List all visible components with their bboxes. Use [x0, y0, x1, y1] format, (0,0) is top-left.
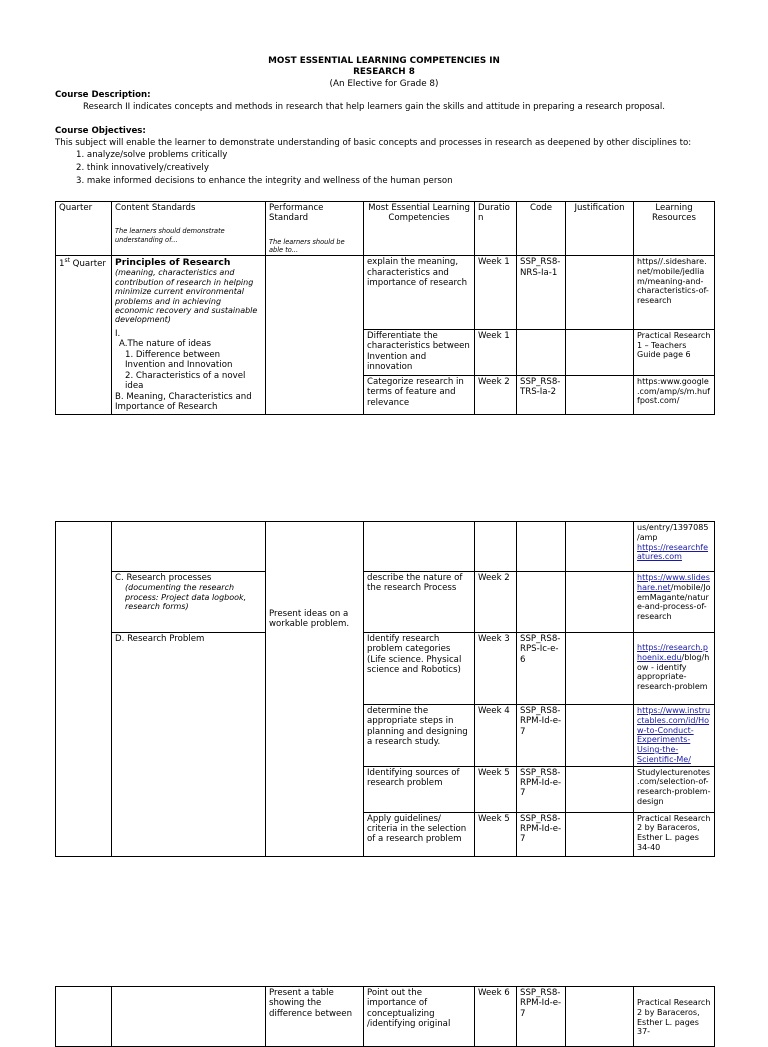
quarter-cell	[56, 256, 112, 415]
table-row	[56, 522, 715, 572]
content-c-description: (documenting the research process: Project data logbook, research forms)	[125, 583, 247, 612]
header-performance-standard	[266, 202, 364, 256]
header-code: Code	[517, 202, 566, 256]
performance-standard-cell: Present a table showing the difference between	[266, 987, 364, 1047]
resource-text: Practical Research 2 by Baraceros, Esther L. pages 37-	[637, 998, 711, 1037]
header-performance-note: The learners should be able to...	[269, 237, 345, 254]
justification-cell	[566, 633, 634, 705]
objective-item: 3. make informed decisions to enhance the integrity and wellness of the human person	[76, 176, 453, 186]
quarter-label: Quarter	[69, 258, 106, 269]
header-content-label: Content Standards	[115, 203, 196, 213]
duration-cell: Week 5	[475, 766, 517, 812]
course-description-heading: Course Description:	[55, 90, 151, 100]
content-line: A.The nature of ideas	[119, 339, 211, 350]
competency-cell: Identify research problem categories (Life science. Physical science and Robotics)	[364, 633, 475, 705]
competency-cell: Differentiate the characteristics between Invention and innovation	[364, 329, 475, 375]
resource-link[interactable]: https://researchfeatures.com	[637, 542, 709, 562]
performance-standard-cell	[266, 522, 364, 857]
code-cell: SSP_RS8-TRS-Ia-2	[517, 375, 566, 414]
quarter-cell	[56, 522, 112, 857]
competency-cell: Apply guidelines/ criteria in the selection of a research problem	[364, 812, 475, 856]
competency-cell: explain the meaning, characteristics and importance of research	[364, 256, 475, 330]
course-description-text: Research II indicates concepts and methods in research that help learners gain the skills and attitude in preparing a research proposal.	[83, 102, 666, 112]
header-content-standards	[112, 202, 266, 256]
performance-standard-text: Present ideas on a workable problem.	[269, 609, 350, 630]
code-cell	[517, 522, 566, 572]
table-row	[56, 572, 715, 633]
header-justification: Justification	[566, 202, 634, 256]
code-cell: SSP_RS8-RPM-Id-e-7	[517, 987, 566, 1047]
duration-cell: Week 6	[475, 987, 517, 1047]
justification-cell	[566, 705, 634, 767]
duration-cell: Week 3	[475, 633, 517, 705]
competencies-table-2	[55, 521, 715, 857]
resource-cell: Practical Research 1 – Teachers Guide page 6	[634, 329, 715, 375]
justification-cell	[566, 987, 634, 1047]
table-row	[56, 633, 715, 705]
justification-cell	[566, 572, 634, 633]
content-line: 2. Characteristics of a novel idea	[125, 370, 246, 392]
resource-cell	[634, 522, 715, 572]
duration-cell: Week 2	[475, 375, 517, 414]
justification-cell	[566, 522, 634, 572]
justification-cell	[566, 375, 634, 414]
code-cell: SSP_RS8-RPM-Id-e-7	[517, 766, 566, 812]
code-cell: SSP_RS8-NRS-Ia-1	[517, 256, 566, 330]
resource-cell	[634, 987, 715, 1047]
resource-cell: https//.sideshare.net/mobile/jedliam/meaning-and-characteristics-of-research	[634, 256, 715, 330]
duration-cell: Week 4	[475, 705, 517, 767]
header-learning-resources: Learning Resources	[634, 202, 715, 256]
doc-title-line1: MOST ESSENTIAL LEARNING COMPETENCIES IN	[268, 56, 500, 66]
competency-cell: Identifying sources of research problem	[364, 766, 475, 812]
quarter-number: 1	[59, 258, 65, 269]
duration-cell: Week 1	[475, 329, 517, 375]
doc-title-line2: RESEARCH 8	[353, 67, 415, 77]
resource-text: /mobile/JoemMagante/nature-and-process-of-research	[637, 582, 711, 621]
content-standard-cell	[112, 633, 266, 857]
content-title: Principles of Research	[115, 257, 231, 269]
resource-cell	[634, 633, 715, 705]
quarter-suffix: st	[64, 257, 70, 265]
resource-cell	[634, 572, 715, 633]
content-description: (meaning, characteristics and contribution of research in helping minimize current environmental problems and in achieving economic recovery and sustainable development)	[115, 268, 258, 325]
resource-cell	[634, 705, 715, 767]
doc-subtitle: (An Elective for Grade 8)	[329, 79, 439, 89]
content-d-title: D. Research Problem	[115, 634, 205, 644]
header-competencies: Most Essential Learning Competencies	[364, 202, 475, 256]
content-line: 1. Difference between Invention and Innovation	[125, 349, 233, 371]
content-standard-cell	[112, 256, 266, 415]
code-cell: SSP_RS8-RPS-Ic-e-6	[517, 633, 566, 705]
content-line: I.	[115, 328, 121, 339]
performance-standard-cell	[266, 256, 364, 415]
competency-cell: determine the appropriate steps in planning and designing a research study.	[364, 705, 475, 767]
quarter-cell	[56, 987, 112, 1047]
header-quarter: Quarter	[56, 202, 112, 256]
header-content-note: The learners should demonstrate understanding of...	[115, 227, 225, 244]
content-c-title: C. Research processes	[115, 573, 212, 583]
resource-cell: https:www.google.com/amp/s/m.huffpost.com/	[634, 375, 715, 414]
justification-cell	[566, 256, 634, 330]
resource-cell: Practical Research 2 by Baraceros, Esther L. pages 34-40	[634, 812, 715, 856]
duration-cell: Week 5	[475, 812, 517, 856]
table-row	[56, 987, 715, 1047]
content-standard-cell	[112, 572, 266, 633]
competencies-table-3	[55, 986, 715, 1047]
objective-item: 1. analyze/solve problems critically	[76, 150, 228, 160]
competency-cell: describe the nature of the research Process	[364, 572, 475, 633]
content-line: B. Meaning, Characteristics and Importance of Research	[115, 391, 252, 413]
code-cell	[517, 329, 566, 375]
competency-cell	[364, 522, 475, 572]
content-standard-cell	[112, 987, 266, 1047]
resource-link[interactable]: https://www.instructables.com/id/How-to-Conduct-Experiments-Using-the-Scientific-Me/	[637, 706, 711, 764]
resource-link[interactable]: https://www.slideshare.net	[637, 573, 710, 592]
header-performance-label: Performance Standard	[269, 203, 324, 224]
code-cell: SSP_RS8-RPM-Id-e-7	[517, 705, 566, 767]
duration-cell: Week 2	[475, 572, 517, 633]
resource-link[interactable]: https://research.phoenix.edu	[637, 643, 708, 662]
table-header-row	[56, 202, 715, 256]
justification-cell	[566, 812, 634, 856]
duration-cell	[475, 522, 517, 572]
table-row	[56, 256, 715, 330]
competencies-table-1	[55, 201, 715, 415]
resource-text: us/entry/1397085/amp	[637, 523, 709, 542]
header-duration: Duration	[475, 202, 517, 256]
code-cell: SSP_RS8-RPM-Id-e-7	[517, 812, 566, 856]
content-standard-cell	[112, 522, 266, 572]
resource-cell: Studylecturenotes.com/selection-of-research-problem-design	[634, 766, 715, 812]
duration-cell: Week 1	[475, 256, 517, 330]
justification-cell	[566, 766, 634, 812]
justification-cell	[566, 329, 634, 375]
competency-cell: Point out the importance of conceptualizing /identifying original	[364, 987, 475, 1047]
course-objectives-intro: This subject will enable the learner to demonstrate understanding of basic concepts and processes in research as deepened by other disciplines to:	[55, 138, 692, 148]
objective-item: 2. think innovatively/creatively	[76, 163, 209, 173]
resource-text: /blog/how - identify appropriate-research-problem	[637, 652, 710, 691]
course-objectives-heading: Course Objectives:	[55, 126, 146, 136]
competency-cell: Categorize research in terms of feature and relevance	[364, 375, 475, 414]
code-cell	[517, 572, 566, 633]
